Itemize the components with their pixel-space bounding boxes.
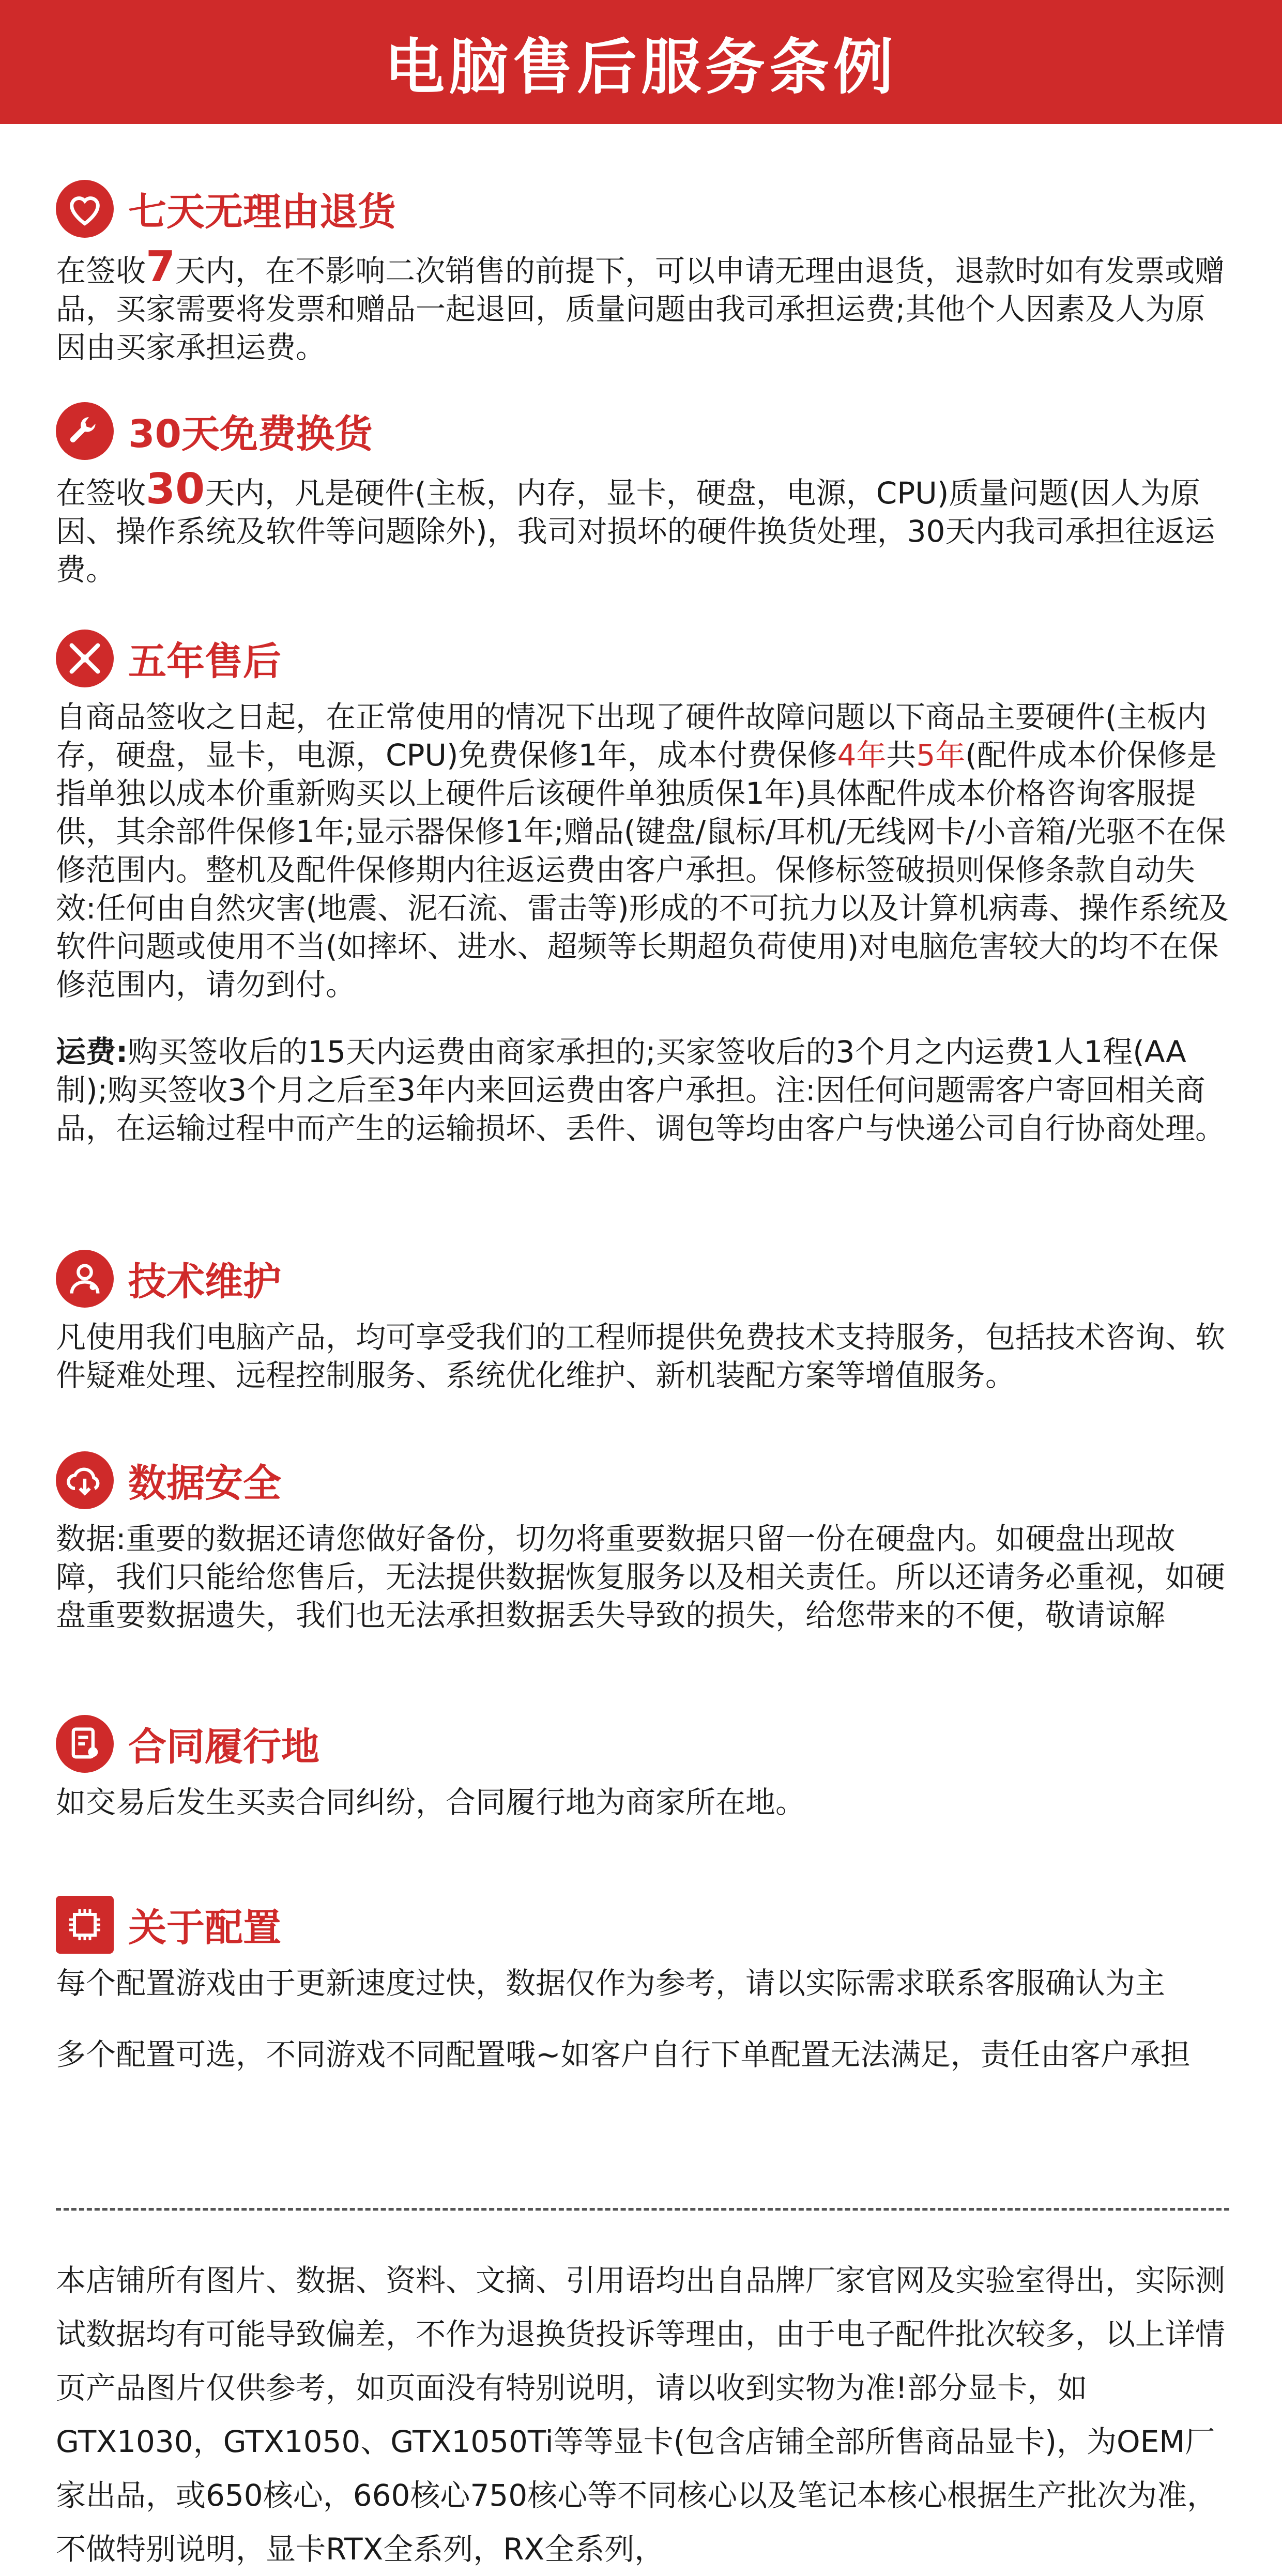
section-title: 数据安全 xyxy=(128,1461,281,1506)
section-data-security xyxy=(56,1447,1229,1634)
section-title: 七天无理由退货 xyxy=(128,190,396,234)
section-title: 技术维护 xyxy=(128,1260,281,1304)
section-text: 在签收7天内，在不影响二次销售的前提下，可以申请无理由退货，退款时如有发票或赠品，买家需要将发票和赠品一起退回，质量问题由我司承担运费;其他个人因素及人为原因由买家承担运费。 xyxy=(56,242,1225,365)
page-title: 电脑售后服务条例 xyxy=(385,32,897,102)
cpu-icon xyxy=(56,1896,114,1954)
section-header xyxy=(56,1447,1229,1513)
section-text: 自商品签收之日起，在正常使用的情况下出现了硬件故障问题以下商品主要硬件(主板内存，硬盘，显卡，电源，CPU)免费保修1年，成本付费保修4年共5年(配件成本价保修是指单独以成本价重新购买以上硬件后该硬件单独质保1年)具体配件成本价格咨询客服提供，其余部件保修1年;显示器保修1年;赠品(键盘/鼠标/耳机/无线网卡/小音箱/光驱不在保修范围内。整机及配件保修期内往返运费由客户承担。保修标签破损则保修条款自动失效:任何由自然灾害(地震、泥石流、雷击等)形成的不可抗力以及计算机病毒、操作系统及软件问题或使用不当(如摔坏、进水、超频等长期超负荷使用)对电脑危害较大的均不在保修范围内，请勿到付。 xyxy=(56,699,1229,1002)
section-title: 30天免费换货 xyxy=(128,412,373,456)
shipping-label: 运费: xyxy=(56,1034,128,1069)
highlight-number: 7 xyxy=(146,242,176,292)
contract-icon xyxy=(56,1715,114,1773)
section-header xyxy=(56,1246,1229,1312)
section-header xyxy=(56,1892,1229,1958)
section-header xyxy=(56,1711,1229,1777)
section-title: 关于配置 xyxy=(128,1906,281,1950)
section-text: 每个配置游戏由于更新速度过快，数据仅作为参考，请以实际需求联系客服确认为主 xyxy=(56,1966,1166,2001)
section-five-year-warranty xyxy=(56,625,1229,1147)
section-contract-location xyxy=(56,1711,1229,1821)
heart-icon xyxy=(56,180,114,238)
section-return-policy xyxy=(56,176,1229,366)
section-exchange-policy xyxy=(56,398,1229,589)
section-text: 在签收30天内，凡是硬件(主板，内存，显卡，硬盘，电源，CPU)质量问题(因人为原因、操作系统及软件等问题除外)，我司对损坏的硬件换货处理，30天内我司承担往返运费。 xyxy=(56,465,1215,587)
disclaimer-text: 本店铺所有图片、数据、资料、文摘、引用语均出自品牌厂家官网及实验室得出，实际测试数据均有可能导致偏差，不作为退换货投诉等理由，由于电子配件批次较多，以上详情页产品图片仅供参考，如页面没有特别说明，请以收到实物为准!部分显卡，如GTX1030，GTX1050、GTX1050Ti等等显卡(包含店铺全部所售商品显卡)，为OEM厂家出品，或650核心，660核心750核心等不同核心以及笔记本核心根据生产批次为准，不做特别说明，显卡RTX全系列，RX全系列， xyxy=(56,2263,1226,2567)
section-header xyxy=(56,176,1229,242)
shipping-text: 运费:购买签收后的15天内运费由商家承担的;买家签收后的3个月之内运费1人1程(AA制);购买签收3个月之后至3年内来回运费由客户承担。注:因任何问题需客户寄回相关商品，在运输过程中而产生的运输损坏、丢件、调包等均由客户与快递公司自行协商处理。 xyxy=(56,1034,1226,1146)
section-configuration xyxy=(56,1892,1229,2074)
section-title: 五年售后 xyxy=(128,639,281,684)
section-text: 凡使用我们电脑产品，均可享受我们的工程师提供免费技术支持服务，包括技术咨询、软件疑难处理、远程控制服务、系统优化维护、新机装配方案等增值服务。 xyxy=(56,1320,1226,1393)
dashed-divider xyxy=(56,2208,1229,2211)
cloud-download-icon xyxy=(56,1451,114,1509)
section-tech-support xyxy=(56,1246,1229,1394)
section-header xyxy=(56,398,1229,464)
engineer-icon xyxy=(56,1250,114,1308)
section-text: 如交易后发生买卖合同纠纷，合同履行地为商家所在地。 xyxy=(56,1785,806,1820)
section-title: 合同履行地 xyxy=(128,1725,319,1769)
section-header xyxy=(56,625,1229,692)
highlight-number: 30 xyxy=(146,465,205,514)
section-text: 多个配置可选，不同游戏不同配置哦~如客户自行下单配置无法满足，责任由客户承担 xyxy=(56,2037,1191,2072)
page-header xyxy=(0,0,1282,124)
tools-icon xyxy=(56,630,114,687)
wrench-icon xyxy=(56,402,114,460)
section-text: 数据:重要的数据还请您做好备份，切勿将重要数据只留一份在硬盘内。如硬盘出现故障，我们只能给您售后，无法提供数据恢复服务以及相关责任。所以还请务必重视，如硬盘重要数据遗失，我们也无法承担数据丢失导致的损失，给您带来的不便，敬请谅解 xyxy=(56,1521,1226,1633)
